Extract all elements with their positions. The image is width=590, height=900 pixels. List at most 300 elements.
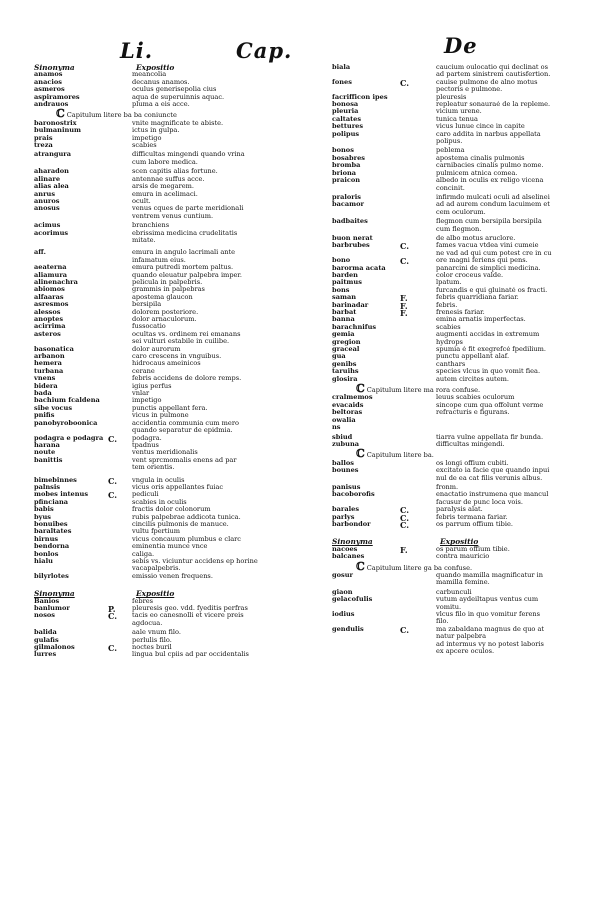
entry-gloss: meancolia: [132, 71, 167, 79]
entry-term: gelacofulis: [332, 596, 373, 604]
entry-term: polipus: [332, 130, 360, 138]
entry-gloss: noctes buril: [132, 644, 172, 652]
entry-gloss: albedo in oculis ex religo vicena: [436, 177, 544, 185]
rubric-text: Capitulum litere ma rora confuse.: [366, 386, 481, 395]
glossary-entry: [330, 409, 575, 416]
entry-term: barorma acata: [332, 264, 386, 272]
entry-gloss: vnite magnificate te abiste.: [132, 119, 224, 127]
glossary-entry: [330, 368, 575, 375]
running-head-left: Li.: [120, 38, 154, 63]
entry-gloss: facusur de punc loca vois.: [436, 498, 523, 506]
column-header-row: [330, 538, 575, 545]
glossary-entry: [330, 579, 575, 586]
glossary-entry: [30, 573, 320, 580]
entry-term: Banios: [34, 597, 60, 605]
entry-term: parlys: [332, 513, 355, 521]
entry-term: badbaites: [332, 218, 368, 226]
glossary-entry: [330, 147, 575, 154]
entry-term: bendorna: [34, 543, 70, 551]
entry-gloss: os longi offium cubiti.: [436, 459, 509, 467]
glossary-entry: [30, 142, 320, 149]
entry-gloss: febres: [132, 597, 154, 605]
glossary-entry: [330, 86, 575, 93]
entry-gloss: natur palpebra: [436, 633, 487, 641]
glossary-entry: [30, 651, 320, 658]
glossary-entry: [30, 643, 320, 654]
chapter-rubric: [30, 107, 320, 121]
entry-gloss: agdocua.: [132, 619, 163, 627]
entry-gloss: pulmicem atnica comea.: [436, 169, 518, 177]
entry-gloss: fames vacua vtdea vini cumeie: [436, 242, 539, 250]
entry-gloss: repleatur sonauraé de la repleme.: [436, 101, 551, 109]
entry-term: alinare: [34, 175, 61, 183]
entry-gloss: tiarra vulne appellata fir bunda.: [436, 433, 544, 441]
entry-gloss: cum labore medica.: [132, 158, 198, 166]
entry-gloss: ebrissima medicina crudelitatis: [132, 229, 238, 237]
glossary-entry: [30, 543, 320, 550]
entry-gloss: os parrum offium tibie.: [436, 520, 513, 528]
glossary-entry: [330, 138, 575, 145]
entry-term: anrus: [34, 190, 56, 198]
glossary-entry: [330, 309, 575, 316]
entry-gloss: scen capitis alias fortune.: [132, 168, 218, 176]
glossary-entry: [30, 637, 320, 644]
entry-gloss: pectoris e pulmone.: [436, 86, 503, 94]
margin-mark: P.: [108, 604, 116, 615]
entry-gloss: vnlar: [132, 390, 150, 398]
glossary-entry: [30, 598, 320, 605]
glossary-entry: [30, 264, 320, 271]
entry-term: bacamor: [332, 201, 365, 209]
entry-term: palnsis: [34, 483, 61, 491]
entry-gloss: ad partem sinistrem cautisfertion.: [436, 71, 551, 79]
entry-term: gua: [332, 353, 346, 361]
glossary-entry: [330, 218, 575, 225]
entry-term: harana: [34, 441, 60, 449]
entry-term: noute: [34, 449, 56, 457]
glossary-entry: [330, 641, 575, 648]
glossary-entry: [330, 546, 575, 553]
entry-term: bimebinnes: [34, 476, 77, 484]
glossary-entry: [330, 235, 575, 242]
entry-term: hemera: [34, 360, 62, 368]
glossary-entry: [330, 596, 575, 603]
entry-term: praloris: [332, 193, 361, 201]
entry-term: banittis: [34, 456, 63, 464]
glossary-entry: [30, 301, 320, 308]
entry-term: graceal: [332, 346, 360, 354]
entry-gloss: hydrops: [436, 338, 463, 346]
margin-mark: C.: [108, 490, 118, 501]
glossary-entry: [330, 514, 575, 521]
entry-term: aff.: [34, 249, 46, 257]
entry-gloss: leuus scabies oculorum: [436, 394, 515, 402]
glossary-entry: [330, 265, 575, 272]
glossary-entry: [30, 205, 320, 212]
entry-gloss: ictus in gulpa.: [132, 127, 180, 135]
entry-term: baraltates: [34, 528, 72, 536]
header-term: Sinonyma: [332, 538, 373, 546]
entry-term: gilmalonos: [34, 644, 75, 652]
glossary-entry: [30, 191, 320, 198]
glossary-entry: [30, 120, 320, 127]
glossary-entry: [330, 279, 575, 286]
glossary-entry: [30, 286, 320, 293]
entry-term: gulafis: [34, 636, 59, 644]
entry-gloss: ventrem venus cuntium.: [132, 212, 214, 220]
entry-term: bono: [332, 257, 351, 265]
entry-term: nosos: [34, 612, 56, 620]
glossary-entry: [330, 604, 575, 611]
entry-term: iodius: [332, 611, 355, 619]
glossary-entry: [330, 116, 575, 123]
entry-term: alessos: [34, 308, 61, 316]
entry-gloss: carbunculi: [436, 588, 472, 596]
glossary-entry: [330, 162, 575, 169]
glossary-entry: [30, 323, 320, 330]
entry-gloss: branchiens: [132, 222, 170, 230]
glossary-entry: [330, 194, 575, 201]
entry-term: alias alea: [34, 183, 69, 191]
glossary-entry: [330, 155, 575, 162]
entry-gloss: mitate.: [132, 236, 156, 244]
entry-gloss: apostema cinalis pulmonis: [436, 154, 525, 162]
entry-gloss: cincilis pulmonis de manuce.: [132, 520, 229, 528]
entry-gloss: punctis appellant fera.: [132, 404, 208, 412]
entry-gloss: sincope cum qua offolunt verme: [436, 401, 544, 409]
entry-term: bada: [34, 390, 52, 398]
glossary-entry: [30, 457, 320, 464]
entry-gloss: eminentia munce vnce: [132, 543, 208, 551]
entry-gloss: vicus in pulmone: [132, 412, 189, 420]
entry-term: panobyroboonica: [34, 419, 98, 427]
entry-term: podagra e podagra: [34, 434, 104, 442]
glossary-entry: [330, 131, 575, 138]
glossary-entry: [30, 558, 320, 565]
glossary-entry: [30, 368, 320, 375]
entry-gloss: fronm.: [436, 483, 459, 491]
glossary-entry: [330, 123, 575, 130]
running-head-right: De: [444, 33, 478, 58]
header-gloss: Expositio: [136, 64, 175, 72]
entry-gloss: ocultas vs. ordinem rei emanans: [132, 330, 241, 338]
entry-gloss: nul de ea cat filis verunis albus.: [436, 474, 543, 482]
entry-gloss: vent sprcmomalis enens ad par: [132, 456, 237, 464]
entry-gloss: caro addita in narbus appellata: [436, 130, 541, 138]
glossary-entry: [330, 417, 575, 424]
entry-term: anamos: [34, 71, 63, 79]
entry-term: gregion: [332, 338, 361, 346]
entry-gloss: ne vad ad qui cum potest cre in cu: [436, 249, 552, 257]
entry-gloss: paralysis alat.: [436, 506, 483, 514]
entry-term: acirrima: [34, 323, 66, 331]
entry-gloss: cem oculorum.: [436, 208, 486, 216]
entry-term: bromba: [332, 162, 361, 170]
glossary-entry: [330, 424, 575, 431]
margin-mark: C.: [108, 433, 118, 444]
glossary-entry: [330, 353, 575, 360]
entry-term: gosur: [332, 572, 353, 579]
glossary-entry: [30, 435, 320, 442]
entry-gloss: filo.: [436, 618, 449, 626]
glossary-entry: [330, 467, 575, 474]
entry-gloss: tunica tenua: [436, 115, 478, 123]
entry-term: taruihs: [332, 368, 359, 376]
glossary-entry: [30, 127, 320, 134]
glossary-entry: [330, 287, 575, 294]
entry-gloss: bersipila: [132, 301, 162, 309]
entry-term: praicon: [332, 177, 361, 185]
glossary-entry: [330, 460, 575, 467]
entry-term: genibs: [332, 360, 357, 368]
glossary-entry: [30, 620, 320, 627]
glossary-entry: [30, 353, 320, 360]
entry-gloss: aqua de superuinnis aquac.: [132, 93, 225, 101]
glossary-entry: [30, 346, 320, 353]
entry-gloss: quando mamilla magnificatur in: [436, 572, 544, 579]
entry-term: anuros: [34, 197, 60, 205]
entry-gloss: sebis vs. viciuntur accidens ep horine: [132, 558, 258, 565]
glossary-entry: [30, 230, 320, 237]
glossary-entry: [330, 553, 575, 560]
entry-gloss: hidrocaus ameinicos: [132, 360, 201, 368]
glossary-entry: [30, 397, 320, 404]
glossary-entry: [330, 170, 575, 177]
entry-term: prais: [34, 134, 53, 142]
entry-gloss: caro crescens in vnguibus.: [132, 353, 222, 361]
entry-term: evacaids: [332, 401, 364, 409]
entry-term: mobes intenus: [34, 491, 89, 499]
glossary-entry: [30, 279, 320, 286]
entry-term: andrauos: [34, 101, 69, 109]
entry-gloss: enactatio instrumena que mancul: [436, 491, 549, 499]
entry-gloss: refracturis e figurans.: [436, 409, 510, 417]
entry-term: hialu: [34, 558, 53, 565]
entry-term: caltates: [332, 115, 362, 123]
entry-gloss: decanus anamos.: [132, 78, 190, 86]
glossary-entry: [30, 449, 320, 456]
entry-gloss: febris.: [436, 301, 458, 309]
glossary-entry: [30, 565, 320, 572]
entry-term: lurres: [34, 651, 57, 659]
glossary-entry: [330, 272, 575, 279]
glossary-entry: [330, 201, 575, 208]
pilcrow-icon: ℂ: [56, 107, 65, 121]
column-header-row: [30, 590, 320, 597]
entry-gloss: dolorem posteriore.: [132, 308, 199, 316]
entry-term: asresmos: [34, 301, 69, 309]
entry-term: bettures: [332, 123, 364, 131]
entry-gloss: antennae suffus acce.: [132, 175, 205, 183]
margin-mark: C.: [400, 256, 410, 267]
column-header-row: [30, 64, 320, 71]
entry-term: acorimus: [34, 229, 69, 237]
entry-term: biala: [332, 64, 351, 71]
entry-term: briona: [332, 169, 357, 177]
entry-gloss: spumia é fit exegrefcé fpedilium.: [436, 346, 547, 354]
entry-term: glosira: [332, 375, 358, 383]
entry-gloss: flegmon cum bersipila bersipila: [436, 218, 542, 226]
entry-gloss: aale vnum filo.: [132, 629, 181, 637]
glossary-entry: [330, 475, 575, 482]
entry-term: pfinciana: [34, 498, 69, 506]
entry-term: barbrubes: [332, 242, 370, 250]
header-term: Sinonyma: [34, 590, 75, 598]
entry-term: fones: [332, 78, 352, 86]
glossary-entry: [30, 375, 320, 382]
glossary-entry: [30, 477, 320, 484]
entry-term: bonlos: [34, 550, 59, 558]
entry-term: aspiramores: [34, 93, 80, 101]
entry-gloss: tpadnus: [132, 441, 159, 449]
glossary-entry: [30, 528, 320, 535]
entry-term: turbana: [34, 367, 64, 375]
glossary-entry: [330, 71, 575, 78]
glossary-entry: [330, 505, 575, 516]
entry-gloss: pelicula in palpebris.: [132, 278, 203, 286]
rubric-text: Capitulum litere ba ba coniuncte: [66, 111, 177, 120]
entry-gloss: furcandis e qui gluinaté os fracti.: [436, 286, 548, 294]
entry-term: bonosa: [332, 101, 359, 109]
entry-term: paitmus: [332, 279, 362, 287]
glossary-entry: [330, 293, 575, 304]
glossary-entry: [30, 412, 320, 419]
running-head-center: Cap.: [236, 38, 293, 63]
glossary-entry: [330, 64, 575, 71]
entry-gloss: sei vulturi estabile in cuilibe.: [132, 338, 230, 346]
entry-gloss: polipus.: [436, 138, 463, 146]
glossary-entry: [30, 420, 320, 427]
entry-term: basonatica: [34, 345, 74, 353]
entry-gloss: vomitu.: [436, 603, 462, 611]
entry-term: sbiud: [332, 433, 353, 441]
entry-gloss: os parum offium tibie.: [436, 545, 510, 553]
glossary-entry: [30, 611, 320, 622]
glossary-entry: [30, 383, 320, 390]
margin-mark: C.: [400, 241, 410, 252]
entry-gloss: grammis in palpebras: [132, 286, 205, 294]
entry-term: gemia: [332, 331, 355, 339]
entry-gloss: febris termana fariar.: [436, 513, 508, 521]
entry-gloss: vicus lunue cince in capite: [436, 123, 525, 131]
pilcrow-icon: ℂ: [356, 559, 365, 573]
entry-term: asteros: [34, 330, 61, 338]
glossary-entry: [30, 79, 320, 86]
glossary-entry: [330, 209, 575, 216]
entry-gloss: ad intermus vy no potest laboris: [436, 640, 544, 648]
margin-mark: C.: [400, 624, 410, 635]
entry-gloss: pediculi: [132, 491, 159, 499]
glossary-entry: [30, 629, 320, 636]
glossary-entry: [330, 339, 575, 346]
entry-term: beltoras: [332, 409, 363, 417]
glossary-entry: [30, 536, 320, 543]
glossary-entry: [330, 101, 575, 108]
entry-gloss: emura in angulo lacrimali ante: [132, 249, 236, 257]
entry-gloss: concinit.: [436, 184, 465, 192]
glossary-entry: [330, 589, 575, 596]
entry-gloss: febris accidens de dolore remps.: [132, 375, 242, 383]
glossary-entry: [330, 376, 575, 383]
entry-term: baronostrix: [34, 119, 77, 127]
entry-gloss: quando separatur de epidmia.: [132, 427, 233, 435]
entry-term: bacoborofis: [332, 491, 375, 499]
entry-gloss: lingua bul cpiis ad par occidentalis: [132, 651, 249, 659]
entry-term: facrifficon ipes: [332, 93, 388, 101]
glossary-entry: [30, 390, 320, 397]
entry-term: gendulis: [332, 625, 364, 633]
glossary-entry: [30, 86, 320, 93]
glossary-entry: [30, 521, 320, 528]
entry-term: barinadar: [332, 301, 369, 309]
entry-gloss: peblema: [436, 147, 465, 155]
glossary-entry: [30, 514, 320, 521]
glossary-entry: [30, 316, 320, 323]
glossary-entry: [30, 168, 320, 175]
glossary-entry: [330, 484, 575, 491]
glossary-entry: [30, 427, 320, 434]
header-gloss: Expositio: [136, 590, 175, 598]
entry-gloss: ad ad aurem condum lacuimem et: [436, 201, 550, 209]
entry-gloss: accidentia communia cum mero: [132, 419, 239, 427]
glossary-entry: [330, 256, 575, 267]
entry-term: buon nerat: [332, 234, 373, 242]
entry-gloss: vacapalpebris.: [132, 565, 181, 573]
entry-gloss: vlcus filo in quo vomitur ferens: [436, 611, 541, 619]
rubric-text: Capitulum litere ga ba confuse.: [366, 563, 473, 572]
glossary-entry: [30, 506, 320, 513]
entry-gloss: ex apcere oculos.: [436, 648, 495, 656]
entry-gloss: pleuresis: [436, 93, 467, 101]
glossary-entry: [330, 226, 575, 233]
glossary-entry: [30, 135, 320, 142]
entry-term: saman: [332, 294, 357, 302]
entry-gloss: canthars: [436, 360, 466, 368]
entry-gloss: scabies in oculis: [132, 498, 187, 506]
pilcrow-icon: ℂ: [356, 382, 365, 396]
entry-term: arbanon: [34, 353, 65, 361]
entry-term: balida: [34, 629, 57, 637]
entry-gloss: carnibacies cinalis pulmo nome.: [436, 162, 544, 170]
glossary-entry: [30, 257, 320, 264]
margin-mark: C.: [108, 475, 118, 486]
entry-gloss: panarcini de simplici medicina.: [436, 264, 541, 272]
entry-term: anoptes: [34, 316, 64, 323]
entry-gloss: infirmdo mulcati oculi ad alselinei: [436, 193, 550, 201]
entry-gloss: apostema glaucon: [132, 293, 193, 301]
entry-term: bachium fcaldena: [34, 397, 100, 405]
entry-gloss: difficultas mingendi.: [436, 440, 505, 448]
glossary-entry: [30, 198, 320, 205]
entry-gloss: vicus concauum plumbus e clarc: [132, 535, 241, 543]
entry-term: aharadon: [34, 168, 69, 176]
glossary-entry: [30, 71, 320, 78]
left-column: [30, 64, 320, 880]
glossary-entry: [30, 464, 320, 471]
entry-term: banlumor: [34, 605, 70, 613]
entry-gloss: scabies: [436, 323, 461, 331]
entry-gloss: emura putredi mortem paltus.: [132, 264, 234, 272]
glossary-entry: [30, 159, 320, 166]
margin-mark: C.: [400, 519, 410, 530]
entry-gloss: pleuresis geo. vdd. fyeditis perfras: [132, 605, 248, 613]
glossary-entry: [330, 611, 575, 618]
entry-gloss: fussocatio: [132, 323, 166, 331]
entry-gloss: impetigo: [132, 397, 162, 405]
glossary-entry: [330, 177, 575, 184]
glossary-entry: [30, 272, 320, 279]
entry-gloss: scabies: [132, 142, 157, 150]
